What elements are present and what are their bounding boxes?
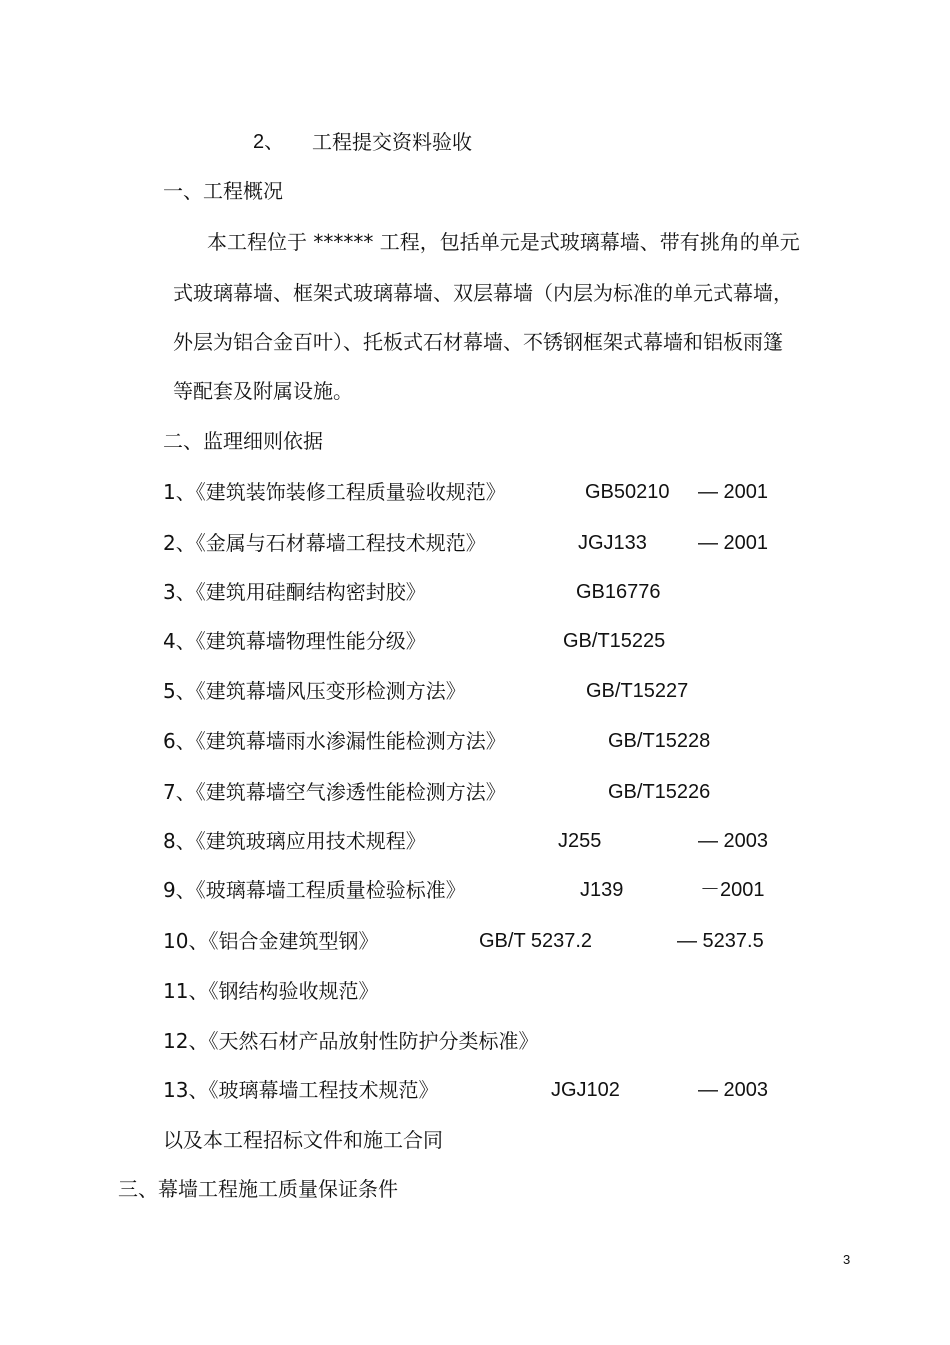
ref-name: 13、《玻璃幕墙工程技术规范》 xyxy=(163,1078,439,1102)
ref-name: 3、《建筑用硅酮结构密封胶》 xyxy=(163,580,426,604)
ref-name: 8、《建筑玻璃应用技术规程》 xyxy=(163,829,426,853)
ref-name: 10、《铝合金建筑型钢》 xyxy=(163,929,379,953)
ref-code: GB/T15227 xyxy=(586,680,689,702)
ref-code: GB/T15225 xyxy=(563,630,666,652)
closing-line: 以及本工程招标文件和施工合同 xyxy=(163,1128,443,1152)
ref-code: J255 xyxy=(558,830,602,852)
ref-year: — 2003 xyxy=(698,1079,769,1101)
ref-name: 1、《建筑装饰装修工程质量验收规范》 xyxy=(163,480,506,504)
ref-year: — 2003 xyxy=(698,830,769,852)
ref-code: GB50210 xyxy=(585,481,670,503)
ref-year: — 2001 xyxy=(698,532,769,554)
ref-name: 12、《天然石材产品放射性防护分类标准》 xyxy=(163,1029,539,1053)
heading-quality-conditions: 三、幕墙工程施工质量保证条件 xyxy=(118,1177,398,1201)
intro-line-4: 等配套及附属设施。 xyxy=(173,379,353,403)
ref-name: 4、《建筑幕墙物理性能分级》 xyxy=(163,629,426,653)
ref-name: 11、《钢结构验收规范》 xyxy=(163,979,379,1003)
intro-line-2: 式玻璃幕墙、框架式玻璃幕墙、双层幕墙（内层为标准的单元式幕墙， xyxy=(173,281,793,305)
ref-code: GB/T15228 xyxy=(608,730,711,752)
section-number: 2、 xyxy=(253,131,285,153)
ref-name: 9、《玻璃幕墙工程质量检验标准》 xyxy=(163,878,466,902)
section-title: 工程提交资料验收 xyxy=(312,130,472,154)
ref-code: JGJ133 xyxy=(578,532,647,554)
ref-year: — 2001 xyxy=(698,481,769,503)
heading-basis: 二、监理细则依据 xyxy=(163,429,323,453)
ref-name: 7、《建筑幕墙空气渗透性能检测方法》 xyxy=(163,780,506,804)
ref-code: GB16776 xyxy=(576,581,661,603)
heading-overview: 一、工程概况 xyxy=(163,179,283,203)
intro-line-3: 外层为铝合金百叶）、托板式石材幕墙、不锈钢框架式幕墙和铝板雨篷 xyxy=(173,330,783,354)
page-number: 3 xyxy=(843,1252,851,1267)
ref-code: J139 xyxy=(580,879,624,901)
ref-code: GB/T15226 xyxy=(608,781,711,803)
ref-year: －2001 xyxy=(700,879,765,901)
intro-line-1: 本工程位于 ****** 工程，包括单元是式玻璃幕墙、带有挑角的单元 xyxy=(207,230,800,254)
ref-name: 5、《建筑幕墙风压变形检测方法》 xyxy=(163,679,466,703)
ref-name: 6、《建筑幕墙雨水渗漏性能检测方法》 xyxy=(163,729,506,753)
ref-name: 2、《金属与石材幕墙工程技术规范》 xyxy=(163,531,486,555)
ref-code: GB/T 5237.2 xyxy=(479,930,593,952)
ref-code: JGJ102 xyxy=(551,1079,620,1101)
ref-year: — 5237.5 xyxy=(677,930,764,952)
